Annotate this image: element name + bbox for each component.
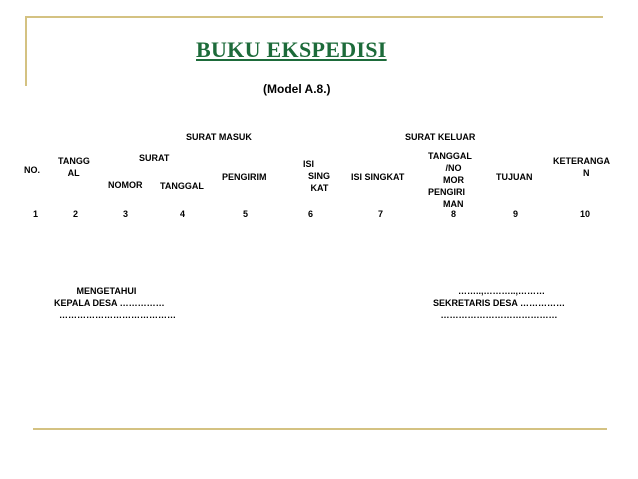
column-number-7: 7 <box>378 209 384 219</box>
page-subtitle: (Model A.8.) <box>263 82 331 96</box>
header-tanggal-nomor-pengiriman: TANGGAL /NO MOR PENGIRI MAN <box>428 151 472 209</box>
page-title: BUKU EKSPEDISI <box>196 37 387 62</box>
header-surat-masuk: SURAT MASUK <box>186 132 252 142</box>
column-number-9: 9 <box>513 209 519 219</box>
frame-bottom-line <box>33 428 607 430</box>
header-surat-keluar: SURAT KELUAR <box>405 132 476 142</box>
header-isi-singkat-keluar: ISI SINGKAT <box>351 172 405 182</box>
column-number-10: 10 <box>580 209 591 219</box>
header-tanggal: TANGG AL <box>58 156 90 178</box>
header-keterangan: KETERANGA N <box>553 156 611 178</box>
header-tujuan: TUJUAN <box>496 172 533 182</box>
column-number-8: 8 <box>451 209 457 219</box>
column-number-4: 4 <box>180 209 186 219</box>
header-tanggal-surat: TANGGAL <box>160 181 204 191</box>
frame-top-line <box>25 16 603 18</box>
header-nomor: NOMOR <box>108 180 143 190</box>
column-number-5: 5 <box>243 209 249 219</box>
column-number-3: 3 <box>123 209 129 219</box>
signature-block-left: MENGETAHUI KEPALA DESA …………… ………………………………… <box>54 286 177 320</box>
header-pengirim: PENGIRIM <box>222 172 267 182</box>
column-number-1: 1 <box>33 209 39 219</box>
signature-block-right: ……..,………..,……… SEKRETARIS DESA …………… ………………………………… <box>433 286 566 320</box>
header-surat: SURAT <box>139 153 170 163</box>
frame-left-line <box>25 16 27 86</box>
column-number-2: 2 <box>73 209 79 219</box>
header-isi-singkat-masuk: ISI SING KAT <box>303 159 331 193</box>
column-number-6: 6 <box>308 209 314 219</box>
header-no: NO. <box>24 165 41 175</box>
